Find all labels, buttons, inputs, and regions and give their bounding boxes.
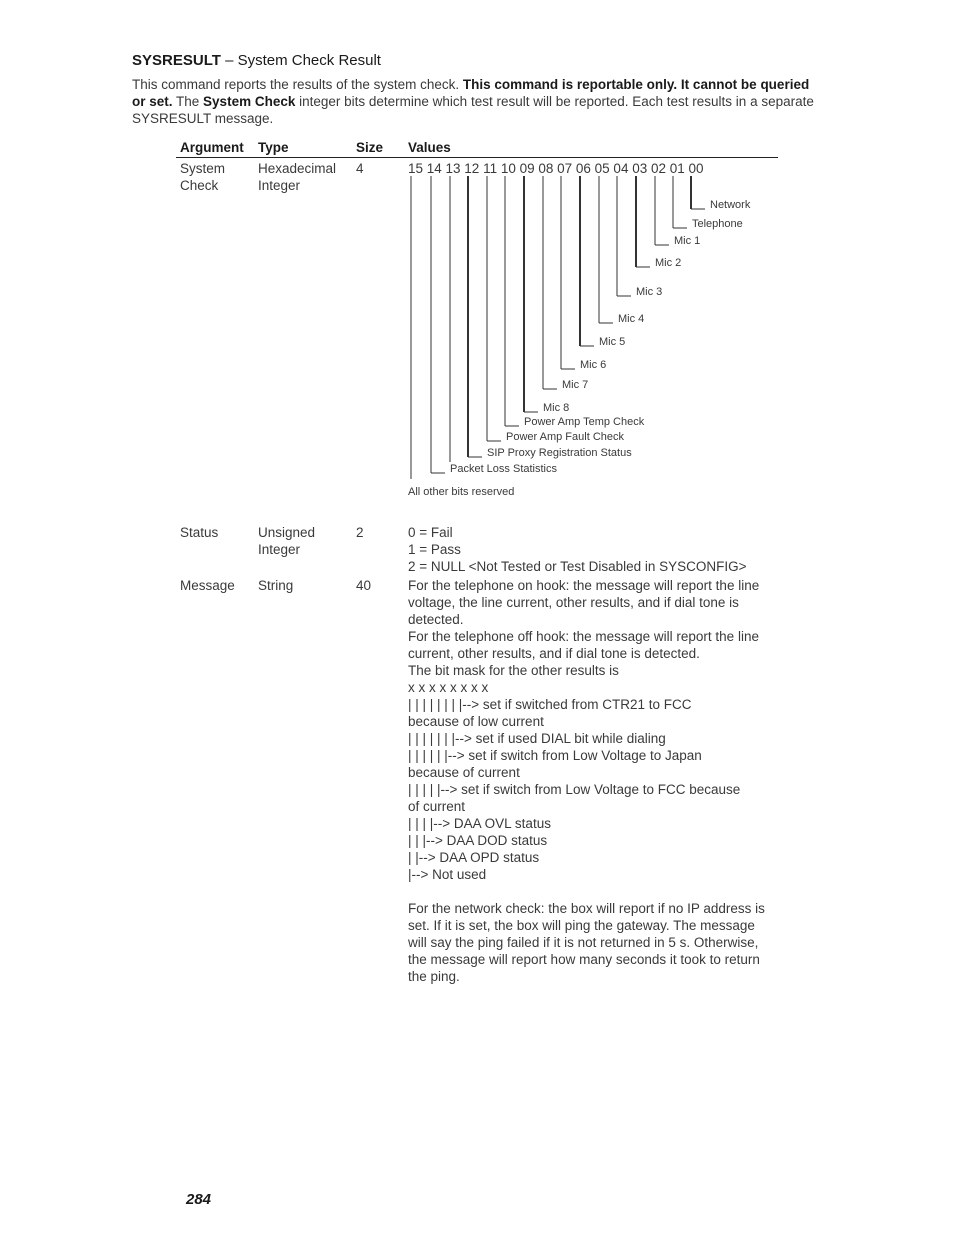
bit-diagram	[400, 176, 780, 506]
bit-label: Mic 8	[543, 402, 570, 414]
header-values: Values	[408, 140, 451, 155]
intro-text-1: This command reports the results of the system check.	[132, 77, 463, 92]
bit-label: Mic 3	[636, 286, 663, 298]
bit-label: Mic 5	[599, 336, 626, 348]
message-line: | | | | | |--> set if switch from Low Voltage to Japan	[408, 748, 702, 763]
bit-label: Telephone	[692, 218, 743, 230]
message-line	[408, 883, 778, 900]
message-line: | | | | | | |--> set if used DIAL bit while dialing	[408, 731, 666, 746]
status-value: 1 = Pass	[408, 542, 461, 557]
argument-line: System	[180, 161, 226, 176]
intro-bold-1: This command is reportable only. It cannot be queried or set.	[132, 77, 810, 109]
message-line: |--> Not used	[408, 867, 487, 882]
message-line: The bit mask for the other results is	[408, 663, 619, 678]
message-line: current, other results, and if dial tone is detected.	[408, 646, 700, 661]
row-system-check-type	[258, 160, 336, 194]
bit-label: Packet Loss Statistics	[450, 463, 557, 475]
row-status-values	[408, 524, 747, 575]
row-message-values	[408, 577, 778, 985]
type-line: Unsigned	[258, 525, 316, 540]
bit-label: Mic 2	[655, 257, 682, 269]
reserved-label: All other bits reserved	[408, 486, 515, 498]
row-status-argument: Status	[180, 525, 219, 540]
argument-line: Check	[180, 178, 219, 193]
message-line: the ping.	[408, 969, 460, 984]
message-line: | | | |--> DAA OVL status	[408, 816, 551, 831]
header-argument: Argument	[180, 140, 244, 155]
message-line: For the telephone on hook: the message will report the line	[408, 578, 760, 593]
message-line: detected.	[408, 612, 464, 627]
message-line: of current	[408, 799, 466, 814]
bit-label: Power Amp Fault Check	[506, 431, 624, 443]
row-message-type: String	[258, 578, 294, 593]
bit-label: SIP Proxy Registration Status	[487, 447, 632, 459]
row-message-argument: Message	[180, 578, 235, 593]
message-line: because of low current	[408, 714, 544, 729]
intro-paragraph	[132, 76, 822, 127]
page-number: 284	[186, 1191, 212, 1208]
bit-label: Mic 6	[580, 359, 607, 371]
bit-label: Mic 1	[674, 235, 701, 247]
command-name: SYSRESULT	[132, 52, 221, 69]
type-line: Hexadecimal	[258, 161, 337, 176]
type-line: Integer	[258, 178, 301, 193]
bit-label: Mic 7	[562, 379, 589, 391]
header-rule	[176, 157, 778, 158]
status-value: 2 = NULL <Not Tested or Test Disabled in SYSCONFIG>	[408, 559, 747, 574]
message-line: voltage, the line current, other results, and if dial tone is	[408, 595, 739, 610]
message-line: x x x x x x x x	[408, 680, 489, 695]
section-title	[132, 52, 381, 69]
message-line: will say the ping failed if it is not returned in 5 s. Otherwise,	[408, 935, 759, 950]
row-status-type	[258, 524, 315, 558]
message-line: | |--> DAA OPD status	[408, 850, 540, 865]
row-status-size: 2	[356, 525, 364, 540]
bit-label: Power Amp Temp Check	[524, 416, 645, 428]
row-system-check-size: 4	[356, 161, 364, 176]
header-type: Type	[258, 140, 289, 155]
header-size: Size	[356, 140, 384, 155]
message-line: the message will report how many seconds it took to return	[408, 952, 760, 967]
type-line: Integer	[258, 542, 301, 557]
bit-numbers: 15 14 13 12 11 10 09 08 07 06 05 04 03 02 01 00	[408, 161, 704, 176]
row-message-size: 40	[356, 578, 372, 593]
message-line: | | | | |--> set if switch from Low Voltage to FCC because	[408, 782, 741, 797]
message-line: For the network check: the box will report if no IP address is	[408, 901, 765, 916]
intro-text-2: The	[172, 94, 204, 109]
bit-label: Network	[710, 199, 751, 211]
message-line: For the telephone off hook: the message will report the line	[408, 629, 759, 644]
message-line: because of current	[408, 765, 520, 780]
row-system-check-argument	[180, 160, 225, 194]
status-value: 0 = Fail	[408, 525, 453, 540]
message-line: | | | | | | | |--> set if switched from CTR21 to FCC	[408, 697, 692, 712]
title-rest: – System Check Result	[220, 52, 381, 69]
bit-label: Mic 4	[618, 313, 645, 325]
intro-bold-2: System Check	[203, 94, 296, 109]
message-line: | | |--> DAA DOD status	[408, 833, 548, 848]
message-line: set. If it is set, the box will ping the gateway. The message	[408, 918, 755, 933]
intro-text-3: integer bits determine which test result will be reported. Each test results in a separate SYSRESULT message.	[132, 94, 814, 126]
